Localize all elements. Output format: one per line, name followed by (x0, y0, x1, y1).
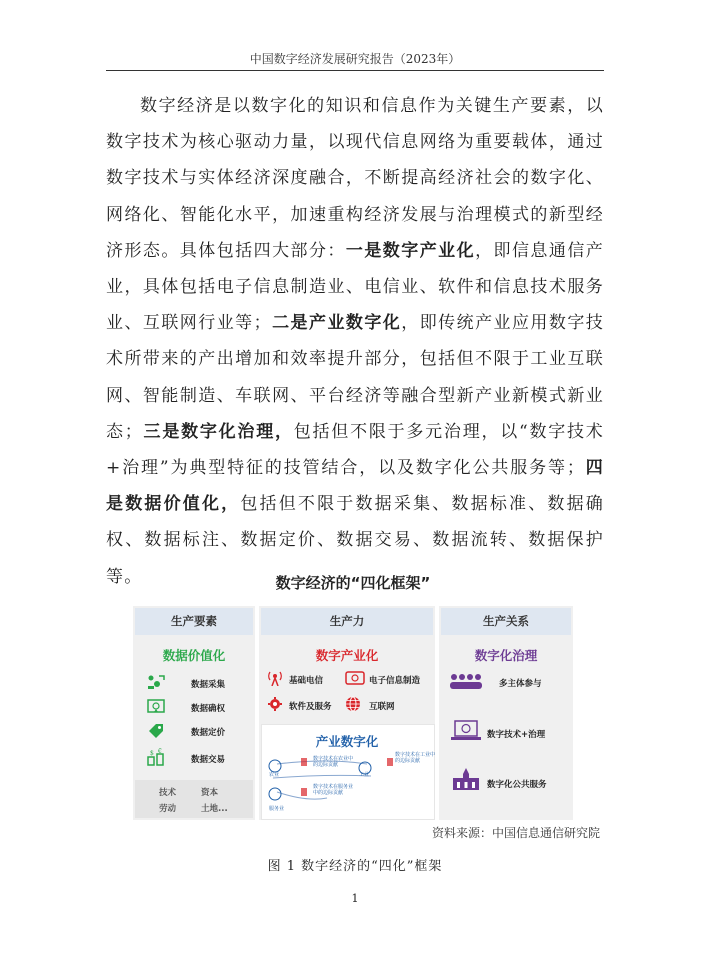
svg-text:€: € (158, 748, 162, 755)
industry-digital-title: 产业数字化 (315, 734, 379, 749)
page-number: 1 (351, 892, 359, 905)
globe-icon (345, 696, 361, 716)
text-bold1: 一是数字产业化 (345, 240, 476, 261)
industry-note-services: 数字技术在服务业中的边际贡献 (313, 784, 354, 796)
figure-source: 资料来源：中国信息通信研究院 (431, 826, 600, 840)
text-seg2: ，即信息通信产业，具体包括电子信息制造业、电信业、软件和信息技术服务业、互联网行业等； (106, 240, 604, 334)
industry-note-agriculture: 数字技术在农业中的边际贡献 (313, 756, 354, 768)
governance-item-3: 数字化公共服务 (487, 780, 547, 790)
right-column-header: 生产关系 (441, 608, 571, 635)
sector-label-industry: 工业 (359, 772, 370, 778)
data-pricing-icon (147, 722, 165, 744)
data-value-item-4: 数据交易 (191, 755, 226, 765)
data-value-item-1: 数据采集 (191, 680, 226, 690)
text-seg1: 数字经济是以数字化的知识和信息作为关键生产要素，以数字技术为核心驱动力量，以现代信息网络为重要载体，通过数字技术与实体经济深度融合，不断提高经济社会的数字化、网络化、智能化水平，加速重构经济发展与治理模式的新型经济形态。具体包括四大部分： (106, 96, 604, 261)
text-seg4: 包括但不限于多元治理，以“数字技术+治理”为典型特征的技管结合，以及数字化公共服务等； (106, 421, 605, 479)
digital-industry-item-2: 电子信息制造 (369, 676, 421, 686)
sector-label-services: 服务业 (269, 806, 285, 812)
digital-industry-item-3: 软件及服务 (289, 702, 332, 712)
factor-technology: 技术 (159, 788, 177, 798)
data-trading-icon (147, 748, 165, 770)
page-header: 中国数字经济发展研究报告（2023年） (249, 52, 461, 66)
digital-industry-item-4: 互联网 (369, 702, 395, 712)
figure-caption: 图 1 数字经济的“四化”框架 (267, 859, 443, 874)
text-seg3: ，即传统产业应用数字技术所带来的产出增加和效率提升部分，包括但不限于工业互联网、智能制造、车联网、平台经济等融合型新产业新模式新业态； (106, 313, 604, 442)
text-seg5: 包括但不限于数据采集、数据标准、数据确权、数据标注、数据定价、数据交易、数据流转、数据保护等。 (106, 494, 604, 587)
sector-label-agriculture: 农业 (269, 772, 280, 778)
middle-column-header: 生产力 (261, 608, 433, 635)
data-value-item-2: 数据确权 (191, 704, 226, 714)
data-value-item-3: 数据定价 (191, 728, 226, 738)
digital-industry-item-1: 基础电信 (289, 676, 324, 686)
governance-title: 数字化治理 (474, 648, 538, 663)
factor-labor: 劳动 (159, 804, 177, 814)
telecom-tower-icon (267, 670, 283, 690)
four-framework-figure (133, 572, 573, 820)
governance-item-2: 数字技术+治理 (487, 730, 546, 740)
factor-land: 土地... (201, 804, 228, 814)
text-bold4: 四是数据价值化， (106, 458, 605, 515)
data-rights-icon (147, 698, 165, 718)
text-bold2: 二是产业数字化 (271, 313, 402, 334)
software-gear-icon (267, 696, 283, 716)
data-collection-icon (147, 674, 165, 694)
header-rule (106, 70, 604, 71)
data-value-title: 数据价值化 (162, 648, 226, 663)
traditional-factors-box (135, 780, 253, 818)
digital-industry-title: 数字产业化 (315, 648, 379, 663)
multi-party-icon (449, 672, 483, 694)
factor-capital: 资本 (201, 788, 219, 798)
laptop-icon (451, 720, 481, 746)
industry-note-industry: 数字技术在工业中的边际贡献 (395, 752, 436, 764)
public-building-icon (451, 766, 481, 796)
left-column-header: 生产要素 (135, 608, 253, 635)
body-paragraph (106, 88, 604, 595)
governance-item-1: 多主体参与 (499, 679, 542, 689)
electronics-icon (345, 670, 365, 690)
svg-text:$: $ (150, 750, 154, 757)
figure-title: 数字经济的“四化框架” (275, 574, 431, 592)
text-bold3: 三是数字化治理， (142, 421, 294, 442)
